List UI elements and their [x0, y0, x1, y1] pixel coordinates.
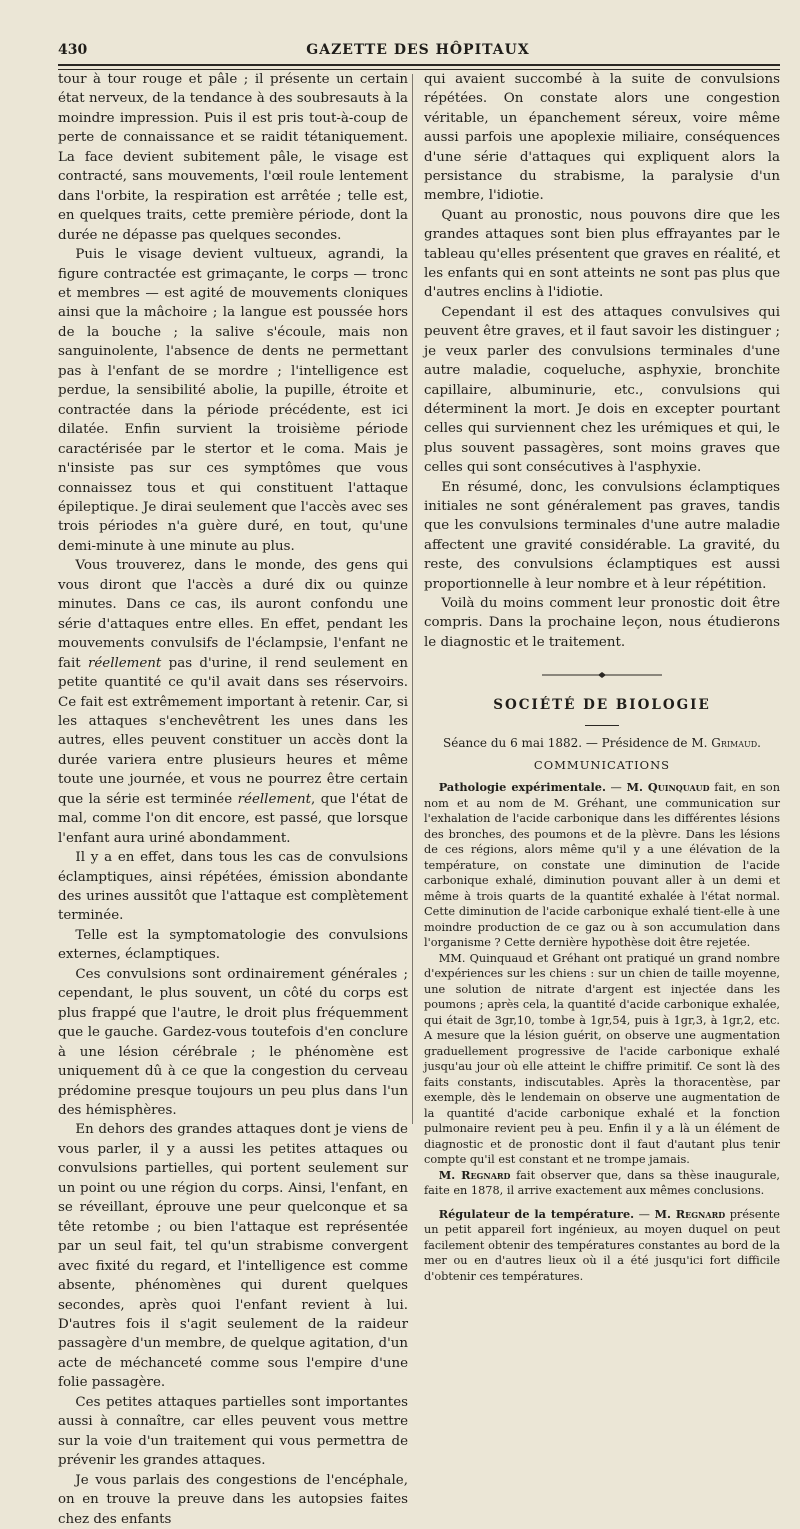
text-run: Séance du 6 mai 1882. — Présidence de M. — [443, 736, 712, 751]
paragraph — [424, 1168, 780, 1199]
emphasis: réellement — [87, 655, 162, 671]
paragraph: Quant au pronostic, nous pouvons dire que les grandes attaques sont bien plus effrayantes par le tableau qu'elles présentent que graves en réalité, et les enfants qui en sont atteints ne sont pas plus que d'autres enclins à l'idiotie. — [424, 207, 780, 301]
communications-heading: COMMUNICATIONS — [533, 758, 671, 773]
header-rule-thick — [58, 64, 780, 66]
ornament-rule-icon — [542, 671, 662, 679]
paragraph — [424, 1207, 780, 1285]
text-run: présente un petit appareil fort ingénieux, au moyen duquel on peut facilement obtenir des températures constantes au bord de la mer ou en d'autres lieux où il a été jusqu'ici fort difficile d'obtenir ces températures. — [424, 1207, 780, 1283]
president-name: Grimaud — [711, 736, 758, 751]
text-run: . — [757, 736, 761, 751]
paragraph: En résumé, donc, les convulsions éclamptiques initiales ne sont généralement pas graves, tandis que les convulsions terminales d'une autre maladie affectent une gravité considérable. La gravité, du reste, des convulsions éclamptiques est aussi proportionnelle à leur nombre et à leur répétition. — [424, 479, 780, 592]
seance-line — [424, 736, 780, 750]
emphasis: réellement — [237, 791, 311, 807]
text-run: — — [634, 1207, 655, 1221]
spacer — [424, 1199, 780, 1207]
paragraph: Je vous parlais des congestions de l'encéphale, on en trouve la preuve dans les autopsies faites chez des enfants — [58, 1472, 408, 1527]
paragraph: Telle est la symptomatologie des convulsions externes, éclamptiques. — [58, 927, 408, 963]
communications-body — [424, 780, 780, 1284]
text-run: fait, en son nom et au nom de M. Gréhant, une communication sur l'exhalation de l'acide carbonique dans les différentes lésions des bronches, des poumons et de la plèvre. Dans les lésions de ces régions, alors même qu'il y a une élévation de la température, on constate une diminution de l'acide carbonique exhalé, diminution pouvant aller à un demi et même à trois quarts de la quantité exhalée à l'état normal. Cette diminution de l'acide carbonique exhalé tient-elle à une moindre production de ce gaz ou à son accumulation dans l'organisme ? Cette dernière hypothèse doit être rejetée. — [424, 781, 780, 950]
speaker-name: M. Quinquaud — [626, 780, 710, 795]
speaker-name: M. Regnard — [438, 1167, 511, 1182]
paragraph: En dehors des grandes attaques dont je viens de vous parler, il y a aussi les petites attaques ou convulsions partielles, qui portent seulement sur un point ou une région du corps. Ainsi, l'enfant, en se réveillant, éprouve une peur quelconque et sa tête retombe ; ou bien l'attaque est représentée par un seul fait, tel qu'un strabisme convergent avec fixité du regard, et l'intelligence est comme absente, phénomènes qui durent quelques secondes, après quoi l'enfant revient à lui. D'autres fois il s'agit seulement de la raideur passagère d'un membre, de quelque agitation, d'un acte de méchanceté comme sous l'empire d'une folie passagère. — [58, 1122, 408, 1391]
column-divider — [412, 74, 413, 1124]
section-ornament — [424, 664, 780, 683]
text-run: — — [605, 781, 627, 795]
paragraph: qui avaient succombé à la suite de convulsions répétées. On constate alors une congestion véritable, un épanchement séreux, voire même aussi parfois une apoplexie miliaire, conséquences d'une série d'attaques qui expliquent alors la persistance du strabisme, la paralysie d'un membre, l'idiotie. — [424, 72, 780, 204]
text-run: pas d'urine, il rend seulement en petite quantité ce qu'il avait dans ses réservoirs. Ce fait est extrêmement important à retenir. Car, si les attaques s'enchevêtrent les unes dans les autres, elles peuvent constituer un accès dont la durée variera entre plusieurs heures et même toute une journée, et vous ne pourrez être certain que la série est terminée — [58, 655, 408, 807]
paragraph: Ces convulsions sont ordinairement générales ; cependant, le plus souvent, un côté du corps est plus frappé que l'autre, le droit plus fréquemment que le gauche. Gardez-vous toutefois d'en conclure à une lésion cérébrale ; le phénomène est uniquement dû à ce que la congestion du cerveau prédomine presque toujours un peu plus dans l'un des hémisphères. — [58, 966, 408, 1119]
page-header — [58, 42, 778, 62]
paragraph: Cependant il est des attaques convulsives qui peuvent être graves, et il faut savoir les distinguer ; je veux parler des convulsions terminales d'une autre maladie, coqueluche, asphyxie, bronchite capillaire, albuminurie, etc., convulsions qui déterminent la mort. Je dois en excepter pourtant celles qui surviennent chez les urémiques et qui, le plus souvent passagères, sont moins graves que celles qui sont consécutives à l'asphyxie. — [424, 304, 780, 476]
paragraph — [58, 556, 408, 848]
paragraph: Ces petites attaques partielles sont importantes aussi à connaître, car elles peuvent vous mettre sur la voie d'un traitement qui vous permettra de prévenir les grandes attaques. — [58, 1394, 408, 1469]
paragraph: MM. Quinquaud et Gréhant ont pratiqué un grand nombre d'expériences sur les chiens : sur un chien de taille moyenne, une solution de nitrate d'argent est injectée dans les poumons ; après cela, la quantité d'acide carbonique exhalée, qui était de 3gr,10, tombe à 1gr,54, puis à 1gr,3, à 1gr,2, etc. A mesure que la lésion guérit, on observe une augmentation graduellement progressive de l'acide carbonique exhalé jusqu'au jour où elle atteint le chiffre primitif. Ce sont là des faits constants, indiscutables. Après la thoracentèse, par exemple, dès le lendemain on observe une augmentation de la quantité d'acide carbonique exhalé et la fonction pulmonaire revient peu à peu. Enfin il y a là un élément de diagnostic et de pronostic dont il faut d'autant plus tenir compte qu'il est constant et ne trompe jamais. — [424, 951, 780, 1167]
text-run: , que l'état de mal, comme l'on dit encore, est passé, que lorsque l'enfant aura uriné abondamment. — [58, 791, 408, 846]
speaker-name: M. Regnard — [654, 1206, 726, 1221]
run-in-heading: Pathologie expérimentale. — [438, 780, 606, 795]
left-column — [58, 70, 408, 1529]
running-title: GAZETTE DES HÔPITAUX — [306, 42, 530, 58]
run-in-heading: Régulateur de la température. — [438, 1206, 635, 1221]
paragraph — [424, 780, 780, 951]
section-title: SOCIÉTÉ DE BIOLOGIE — [493, 697, 711, 714]
page-number: 430 — [58, 42, 88, 58]
title-rule — [585, 725, 619, 726]
paragraph: Puis le visage devient vultueux, agrandi, la figure contractée est grimaçante, le corps — tronc et membres — est agité de mouvements cloniques ainsi que la mâchoire ; la langue est poussée hors de la bouche ; la salive s'écoule, mais non sanguinolente, l'absence de dents ne permettant pas à l'enfant de se mordre ; l'intelligence est perdue, la sensibilité abolie, la pupille, étroite et contractée dans la période précédente, est ici dilatée. Enfin survient la troisième période caractérisée par le stertor et le coma. Mais je n'insiste pas sur ces symptômes que vous connaissez tous et qui constituent l'attaque épileptique. Je dirai seulement que l'accès avec ses trois périodes n'a guère duré, en tout, qu'une demi-minute à une minute au plus. — [58, 247, 408, 554]
paragraph: Voilà du moins comment leur pronostic doit être compris. Dans la prochaine leçon, nous étudierons le diagnostic et le traitement. — [424, 595, 780, 650]
paragraph: tour à tour rouge et pâle ; il présente un certain état nerveux, de la tendance à des soubresauts à la moindre impression. Puis il est pris tout-à-coup de perte de connaissance et se raidit tétaniquement. La face devient subitement pâle, le visage est contracté, sans mouvements, l'œil roule lentement dans l'orbite, la respiration est arrêtée ; telle est, en quelques traits, cette première période, dont la durée ne dépasse pas quelques secondes. — [58, 72, 408, 243]
text-run: Vous trouverez, dans le monde, des gens qui vous diront que l'accès a duré dix ou quinze minutes. Dans ce cas, ils auront confondu une série d'attaques entre elles. En effet, pendant les mouvements convulsifs de l'éclampsie, l'enfant ne fait — [58, 558, 408, 671]
right-column — [424, 70, 780, 1284]
paragraph: Il y a en effet, dans tous les cas de convulsions éclamptiques, ainsi répétées, émission abondante des urines aussitôt que l'attaque est complètement terminée. — [58, 850, 408, 924]
text-run: fait observer que, dans sa thèse inaugurale, faite en 1878, il arrive exactement aux mêmes conclusions. — [424, 1168, 780, 1198]
